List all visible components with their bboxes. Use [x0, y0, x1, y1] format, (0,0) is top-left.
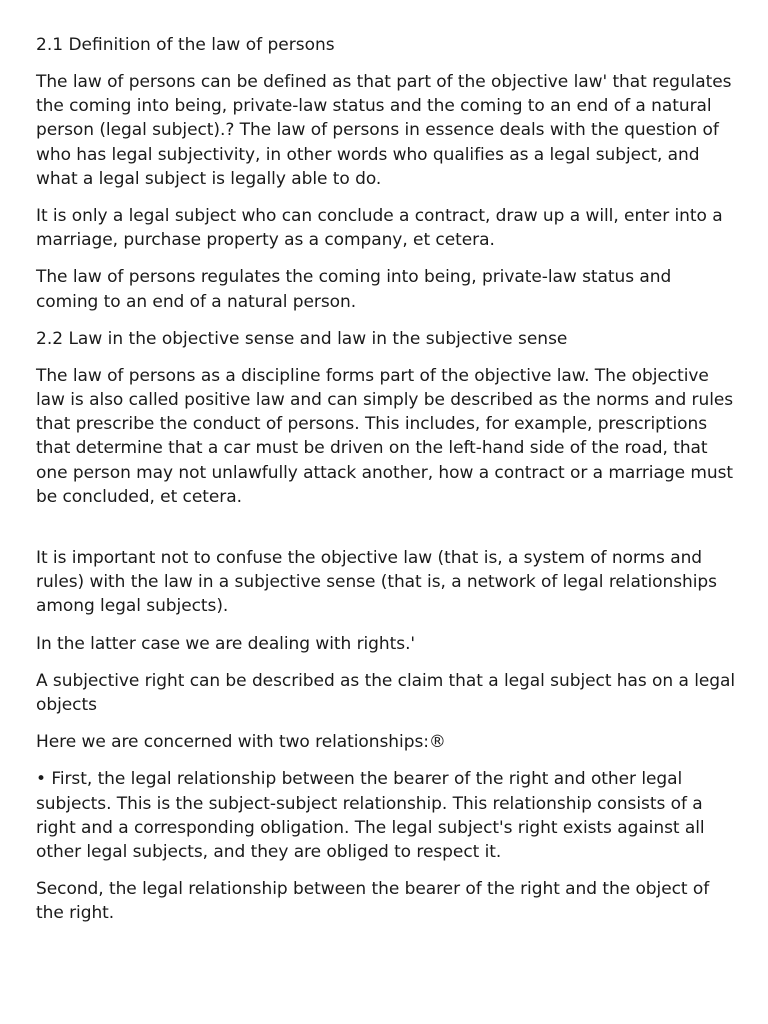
- paragraph-legal-subject-capacity: It is only a legal subject who can conclude a contract, draw up a will, enter into a marriage, purchase property as a company, et cetera.: [36, 206, 723, 251]
- paragraph-regulation-summary: The law of persons regulates the coming into being, private-law status and coming to an end of a natural person.: [36, 267, 672, 312]
- paragraph-two-relationships: Here we are concerned with two relationships:®: [36, 732, 446, 753]
- paragraph-objective-law: The law of persons as a discipline forms part of the objective law. The objective law is also called positive law and can simply be described as the norms and rules that prescribe the conduct of persons. This includes, for example, prescriptions that determine that a car must be driven on the left-hand side of the road, that one person may not unlawfully attack another, how a contract or a marriage must be concluded, et cetera.: [36, 365, 734, 507]
- paragraph-first-relationship: • First, the legal relationship between the bearer of the right and other legal subjects. This is the subject-subject relationship. This relationship consists of a right and a corresponding obligation. The legal subject's right exists against all other legal subjects, and they are obliged to respect it.: [36, 769, 705, 863]
- section-heading-2-2: 2.2 Law in the objective sense and law in the subjective sense: [36, 328, 568, 349]
- paragraph-subjective-law: It is important not to confuse the objective law (that is, a system of norms and rules) with the law in a subjective sense (that is, a network of legal relationships among legal subjects).: [36, 548, 717, 617]
- section-heading-2-1: 2.1 Definition of the law of persons: [36, 35, 335, 55]
- paragraph-subjective-right-definition: A subjective right can be described as the claim that a legal subject has on a legal objects: [36, 670, 736, 716]
- paragraph-rights: In the latter case we are dealing with rights.': [36, 633, 416, 654]
- document-page: [36, 33, 736, 939]
- paragraph-definition: The law of persons can be defined as that part of the objective law' that regulates the coming into being, private-law status and the coming to an end of a natural person (legal subject).? The law of persons in essence deals with the question of who has legal subjectivity, in other words who qualifies as a legal subject, and what a legal subject is legally able to do.: [36, 72, 732, 189]
- paragraph-second-relationship: Second, the legal relationship between the bearer of the right and the object of the right.: [36, 879, 710, 924]
